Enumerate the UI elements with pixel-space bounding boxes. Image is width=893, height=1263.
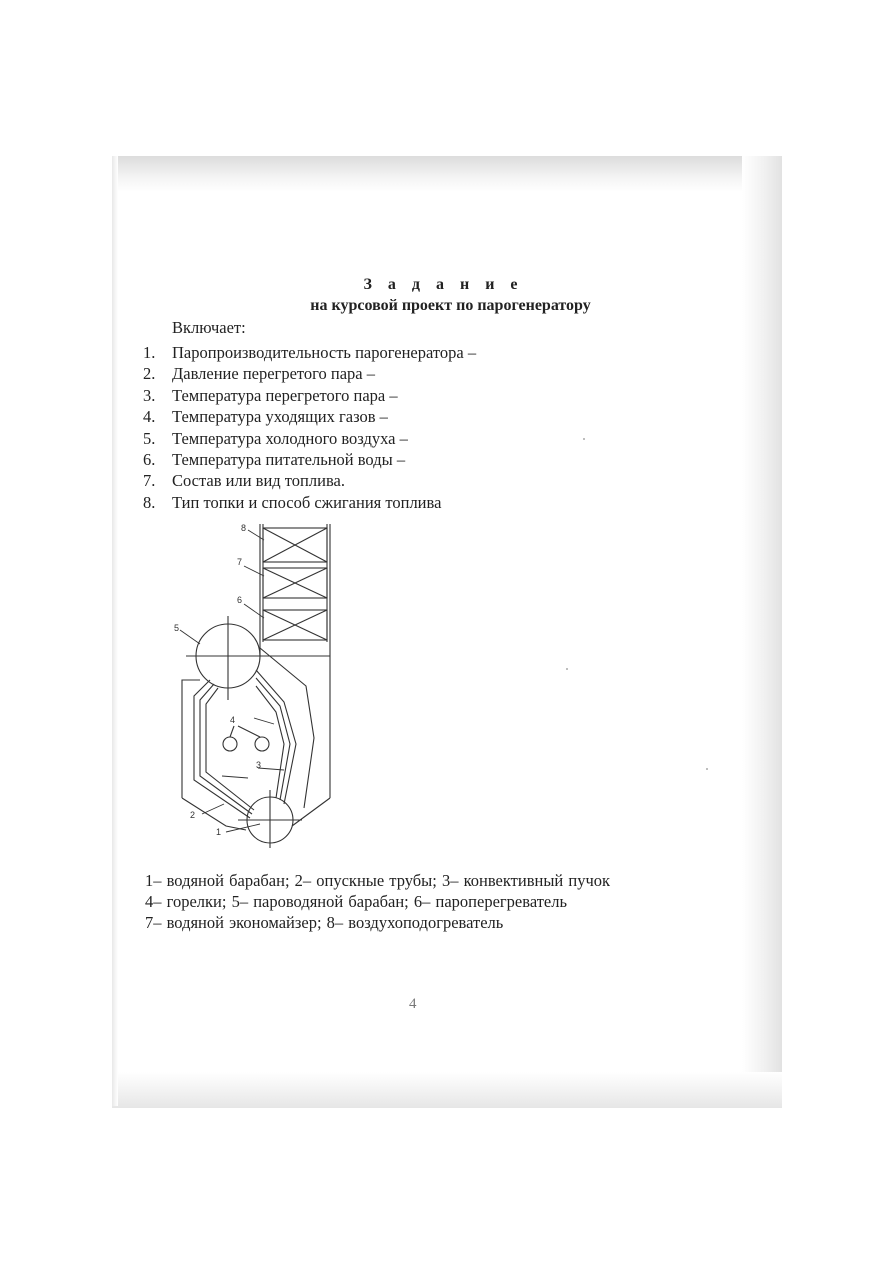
item-text: Температура уходящих газов – [172, 407, 388, 427]
item-number: 4. [143, 407, 156, 427]
list-item [143, 492, 476, 513]
item-text: Состав или вид топлива. [172, 471, 345, 491]
item-number: 5. [143, 428, 156, 448]
list-item [143, 363, 476, 384]
burner-left [223, 737, 237, 751]
item-number: 2. [143, 364, 156, 384]
item-number: 7. [143, 471, 156, 491]
requirements-list [143, 342, 476, 513]
item-text: Температура перегретого пара – [172, 385, 398, 405]
water-drum [238, 790, 302, 848]
list-item [143, 428, 476, 449]
label-4: 4 [230, 715, 236, 725]
list-item [143, 406, 476, 427]
item-number: 6. [143, 449, 156, 469]
list-item [143, 385, 476, 406]
item-text: Тип топки и способ сжигания топлива [172, 492, 442, 512]
label-6: 6 [237, 595, 243, 605]
scan-shadow-bottom [112, 1072, 782, 1108]
page-title: З а д а н и е [363, 276, 524, 293]
scan-speck [706, 768, 708, 770]
page-number: 4 [409, 996, 417, 1012]
item-number: 1. [143, 343, 156, 362]
label-3: 3 [256, 760, 262, 770]
intro-text: Включает: [172, 318, 246, 337]
label-2: 2 [190, 810, 196, 820]
item-text: Паропроизводительность парогенератора – [172, 343, 477, 362]
list-item [143, 449, 476, 470]
legend-line-1: 1– водяной барабан; 2– опускные трубы; 3– конвективный пучок [145, 871, 611, 890]
burner-right [255, 737, 269, 751]
item-text: Температура питательной воды – [172, 449, 406, 469]
furnace-tubes [182, 648, 330, 830]
scan-speck [566, 668, 568, 670]
scan-shadow-top [112, 156, 782, 192]
legend-line-3: 7– водяной экономайзер; 8– воздухоподогреватель [145, 913, 504, 932]
convective-shaft [260, 524, 330, 656]
burners [223, 726, 269, 751]
item-number: 8. [143, 492, 156, 512]
page-subtitle: на курсовой проект по парогенератору [310, 297, 591, 314]
label-1: 1 [216, 827, 222, 837]
list-item [143, 470, 476, 491]
scan-speck [583, 438, 585, 440]
item-text: Давление перегретого пара – [172, 364, 375, 384]
label-7: 7 [237, 557, 243, 567]
list-item [143, 342, 476, 363]
legend-line-2: 4– горелки; 5– пароводяной барабан; 6– пароперегреватель [145, 892, 568, 911]
label-5: 5 [174, 623, 180, 633]
item-text: Температура холодного воздуха – [172, 428, 408, 448]
boiler-diagram [166, 518, 336, 848]
label-8: 8 [241, 523, 247, 533]
item-number: 3. [143, 385, 156, 405]
